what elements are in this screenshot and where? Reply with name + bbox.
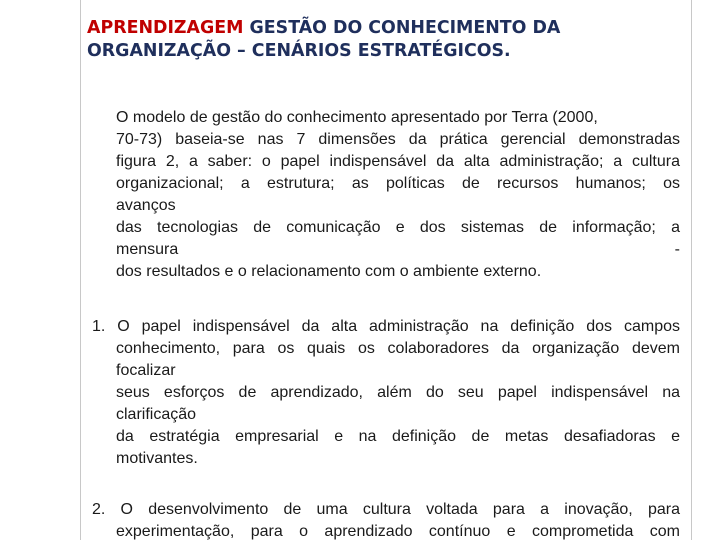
intro-line: dos resultados e o relacionamento com o ambiente externo. xyxy=(116,263,542,280)
intro-paragraph xyxy=(116,107,680,283)
item1-line: seus esforços de aprendizado, além do seu papel indispensável na xyxy=(116,384,680,401)
title-line1-rest: GESTÃO DO CONHECIMENTO DA xyxy=(243,18,561,38)
intro-line: avanços xyxy=(116,197,176,214)
intro-line-dash: - xyxy=(674,241,680,258)
title-highlight: APRENDIZAGEM xyxy=(87,18,244,38)
intro-line-text: mensura xyxy=(116,241,179,258)
intro-line xyxy=(116,239,680,261)
list-item-1 xyxy=(92,316,680,470)
item1-line: 1. O papel indispensável da alta administração na definição dos campos xyxy=(92,318,680,335)
slide-title xyxy=(87,17,687,63)
item1-line: da estratégia empresarial e na definição de metas desafiadoras e xyxy=(116,428,680,445)
item1-line: conhecimento, para os quais os colaboradores da organização devem xyxy=(116,340,680,357)
item2-line: experimentação, para o aprendizado contínuo e comprometida com xyxy=(116,523,680,540)
item1-line: clarificação xyxy=(116,406,197,423)
list-item-2 xyxy=(92,499,680,540)
item1-line: motivantes. xyxy=(116,450,198,467)
intro-line: 70-73) baseia-se nas 7 dimensões da prática gerencial demonstradas xyxy=(116,131,680,148)
intro-line: figura 2, a saber: o papel indispensável da alta administração; a cultura xyxy=(116,153,680,170)
intro-line: O modelo de gestão do conhecimento apresentado por Terra (2000, xyxy=(116,109,598,126)
item2-line: 2. O desenvolvimento de uma cultura voltada para a inovação, para xyxy=(92,501,680,518)
intro-line: organizacional; a estrutura; as políticas de recursos humanos; os xyxy=(116,175,680,192)
item1-line: focalizar xyxy=(116,362,176,379)
intro-line: das tecnologias de comunicação e dos sistemas de informação; a xyxy=(116,219,680,236)
title-line2: ORGANIZAÇÃO – CENÁRIOS ESTRATÉGICOS. xyxy=(87,41,511,61)
